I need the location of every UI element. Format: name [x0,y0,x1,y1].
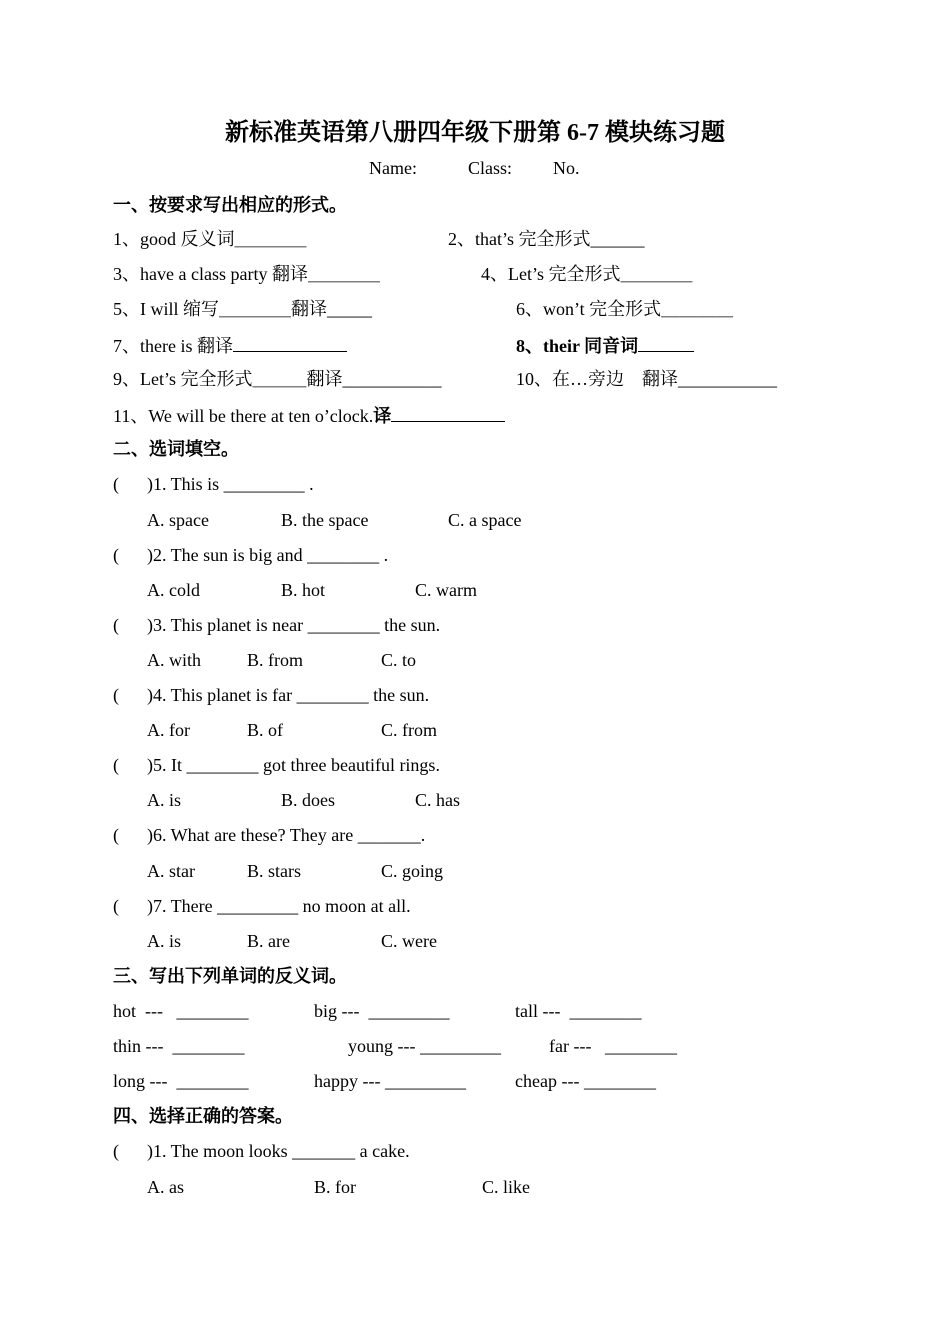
question-text: )4. This planet is far ________ the sun. [147,685,430,705]
question-paren: ( [113,474,119,494]
option-b: B. for [314,1177,356,1197]
class-label: Class: [468,158,513,178]
question-paren: ( [113,545,119,565]
s1-item-1: 1、good 反义词＿＿＿＿ [113,229,307,249]
option-c: C. like [482,1177,530,1197]
option-b: B. are [247,931,290,951]
option-a: A. for [147,720,190,740]
section2-heading: 二、选词填空。 [113,439,239,459]
s1-item-8 [516,333,694,357]
answer-blank [233,333,347,352]
antonym-item: tall --- ________ [515,1001,642,1021]
question-paren: ( [113,896,119,916]
option-b: B. the space [281,510,369,530]
question-text: )1. This is _________ . [147,474,314,494]
question-text: )2. The sun is big and ________ . [147,545,389,565]
antonym-item: far --- ________ [549,1036,677,1056]
question-paren: ( [113,685,119,705]
section3-heading: 三、写出下列单词的反义词。 [113,966,347,986]
option-c: C. going [381,861,444,881]
option-c: C. warm [415,580,477,600]
option-a: A. cold [147,580,200,600]
antonym-item: big --- _________ [314,1001,450,1021]
s1-item-5: 5、I will 缩写＿＿＿＿翻译_____ [113,299,372,319]
option-b: B. from [247,650,303,670]
option-c: C. from [381,720,437,740]
question-paren: ( [113,755,119,775]
s1-item-7-text: 7、there is 翻译 [113,336,233,356]
page-title: 新标准英语第八册四年级下册第 6-7 模块练习题 [225,120,725,146]
antonym-item: thin --- ________ [113,1036,245,1056]
s1-item-11-text: 11、We will be there at ten o’clock. [113,406,374,426]
s1-item-7 [113,333,347,357]
option-a: A. with [147,650,201,670]
s1-item-2: 2、that’s 完全形式______ [448,229,645,249]
option-b: B. does [281,790,335,810]
question-text: )5. It ________ got three beautiful rings. [147,755,440,775]
s1-item-6: 6、won’t 完全形式＿＿＿＿ [516,299,734,319]
number-label: No. [553,158,580,178]
option-a: A. space [147,510,209,530]
s1-item-11 [113,403,505,427]
question-paren: ( [113,1141,119,1161]
question-text: )3. This planet is near ________ the sun. [147,615,441,635]
option-c: C. were [381,931,437,951]
s1-item-8-text: 8、their 同音词 [516,336,639,356]
option-a: A. star [147,861,195,881]
option-a: A. as [147,1177,184,1197]
question-text: )6. What are these? They are _______. [147,825,426,845]
antonym-item: cheap --- ________ [515,1071,656,1091]
question-text: )7. There _________ no moon at all. [147,896,411,916]
option-c: C. has [415,790,460,810]
option-b: B. stars [247,861,301,881]
option-a: A. is [147,931,182,951]
antonym-item: young --- _________ [348,1036,501,1056]
s1-item-3: 3、have a class party 翻译＿＿＿＿ [113,264,380,284]
question-paren: ( [113,825,119,845]
option-b: B. of [247,720,283,740]
s1-item-11-translate: 译 [373,406,392,426]
option-b: B. hot [281,580,326,600]
section4-heading: 四、选择正确的答案。 [113,1106,293,1126]
question-text: )1. The moon looks _______ a cake. [147,1141,410,1161]
answer-blank [638,333,694,352]
antonym-item: hot --- ________ [113,1001,249,1021]
s1-item-4: 4、Let’s 完全形式＿＿＿＿ [481,264,693,284]
option-c: C. a space [448,510,522,530]
question-paren: ( [113,615,119,635]
s1-item-10: 10、在…旁边 翻译___________ [516,369,777,389]
answer-blank [391,403,505,422]
antonym-item: long --- ________ [113,1071,249,1091]
s1-item-9: 9、Let’s 完全形式＿＿＿翻译___________ [113,369,442,389]
option-c: C. to [381,650,417,670]
option-a: A. is [147,790,182,810]
name-label: Name: [369,158,417,178]
antonym-item: happy --- _________ [314,1071,466,1091]
section1-heading: 一、按要求写出相应的形式。 [113,195,347,215]
